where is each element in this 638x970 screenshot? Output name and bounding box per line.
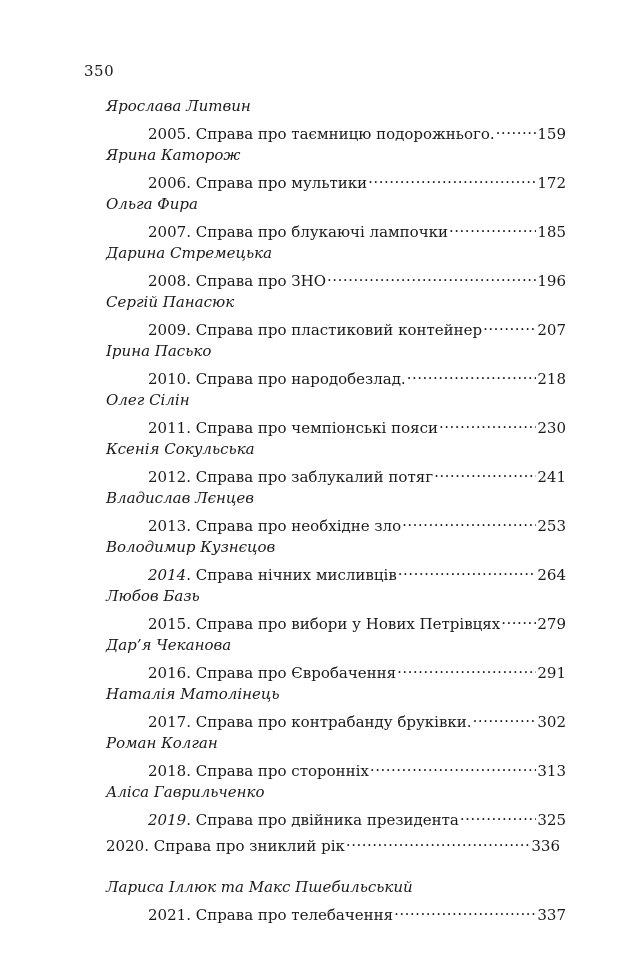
dot-leader bbox=[327, 266, 536, 286]
entry-author: Роман Колган bbox=[106, 734, 218, 752]
entry-year: 2009 bbox=[148, 321, 187, 339]
table-of-contents bbox=[0, 96, 638, 926]
toc-entry bbox=[0, 733, 638, 782]
entry-page-number: 218 bbox=[537, 370, 566, 388]
entry-page-number: 172 bbox=[537, 174, 566, 192]
entry-line bbox=[148, 658, 566, 683]
entry-line bbox=[148, 805, 566, 830]
entry-author: Владислав Лєнцев bbox=[106, 489, 254, 507]
entry-title: . Справа про телебачення bbox=[186, 906, 394, 924]
dot-leader bbox=[368, 168, 536, 188]
entry-title: . Справа про блукаючі лампочки bbox=[186, 223, 448, 241]
entry-line bbox=[148, 266, 566, 291]
entry-line bbox=[148, 217, 566, 242]
dot-leader bbox=[370, 756, 536, 776]
entry-author: Ярослава Литвин bbox=[106, 97, 251, 115]
entry-page-number: 291 bbox=[537, 664, 566, 682]
entry-author: Володимир Кузнєцов bbox=[106, 538, 276, 556]
toc-entry bbox=[0, 439, 638, 488]
toc-entry bbox=[0, 341, 638, 390]
entry-line bbox=[148, 315, 566, 340]
entry-title: . Справа про народобезлад. bbox=[186, 370, 406, 388]
entry-year: 2006 bbox=[148, 174, 187, 192]
dot-leader bbox=[449, 217, 536, 237]
entry-author: Дар’я Чеканова bbox=[106, 636, 232, 654]
entry-author: Наталія Матолінець bbox=[106, 685, 280, 703]
dot-leader bbox=[398, 560, 537, 580]
entry-author: Ірина Пасько bbox=[106, 342, 212, 360]
entry-title: . Справа нічних мисливців bbox=[186, 566, 397, 584]
entry-page-number: 253 bbox=[537, 517, 566, 535]
dot-leader bbox=[434, 462, 536, 482]
entry-title: . Справа про мультики bbox=[186, 174, 368, 192]
entry-page-number: 279 bbox=[537, 615, 566, 633]
entry-author: Любов Базь bbox=[106, 587, 200, 605]
dot-leader bbox=[346, 831, 530, 851]
entry-year: 2010 bbox=[148, 370, 187, 388]
entry-line bbox=[148, 511, 566, 536]
entry-year: 2020 bbox=[106, 837, 145, 855]
entry-author: Ярина Каторож bbox=[106, 146, 241, 164]
entry-page-number: 313 bbox=[537, 762, 566, 780]
entry-page-number: 196 bbox=[537, 272, 566, 290]
entry-title: . Справа про ЗНО bbox=[186, 272, 327, 290]
dot-leader bbox=[397, 658, 536, 678]
entry-year: 2008 bbox=[148, 272, 187, 290]
toc-entry bbox=[0, 488, 638, 537]
entry-title: . Справа про зниклий рік bbox=[144, 837, 345, 855]
entry-author: Олег Сілін bbox=[106, 391, 190, 409]
page-number: 350 bbox=[84, 62, 115, 80]
entry-page-number: 325 bbox=[537, 811, 566, 829]
entry-line bbox=[148, 560, 566, 585]
dot-leader bbox=[496, 119, 537, 139]
entry-title: . Справа про сторонніх bbox=[186, 762, 369, 780]
toc-entry bbox=[0, 586, 638, 635]
entry-page-number: 264 bbox=[537, 566, 566, 584]
entry-author: Ольга Фира bbox=[106, 195, 198, 213]
entry-year: 2012 bbox=[148, 468, 187, 486]
entry-line bbox=[148, 168, 566, 193]
entry-year: 2015 bbox=[148, 615, 187, 633]
entry-line bbox=[148, 462, 566, 487]
entry-line bbox=[148, 756, 566, 781]
entry-page-number: 336 bbox=[531, 837, 560, 855]
entry-year: 2018 bbox=[148, 762, 187, 780]
toc-entry bbox=[0, 194, 638, 243]
entry-year: 2011 bbox=[148, 419, 187, 437]
dot-leader bbox=[407, 364, 537, 384]
entry-title: . Справа про двійника президента bbox=[186, 811, 459, 829]
toc-entry bbox=[0, 831, 638, 877]
entry-year: 2019 bbox=[148, 811, 187, 829]
entry-year: 2014 bbox=[148, 566, 187, 584]
entry-line bbox=[148, 609, 566, 634]
entry-page-number: 230 bbox=[537, 419, 566, 437]
dot-leader bbox=[402, 511, 536, 531]
toc-entry bbox=[0, 877, 638, 926]
toc-entry bbox=[0, 292, 638, 341]
dot-leader bbox=[460, 805, 536, 825]
entry-author: Аліса Гаврильченко bbox=[106, 783, 265, 801]
toc-entry bbox=[0, 145, 638, 194]
entry-line bbox=[148, 119, 566, 144]
entry-title: . Справа про пластиковий контейнер bbox=[186, 321, 483, 339]
entry-year: 2005 bbox=[148, 125, 187, 143]
entry-line bbox=[148, 900, 566, 925]
entry-page-number: 159 bbox=[537, 125, 566, 143]
toc-entry bbox=[0, 243, 638, 292]
entry-year: 2013 bbox=[148, 517, 187, 535]
entry-year: 2007 bbox=[148, 223, 187, 241]
entry-line bbox=[148, 707, 566, 732]
entry-title: . Справа про Євробачення bbox=[186, 664, 397, 682]
entry-year: 2016 bbox=[148, 664, 187, 682]
entry-page-number: 241 bbox=[537, 468, 566, 486]
entry-title: . Справа про необхідне зло bbox=[186, 517, 402, 535]
entry-page-number: 337 bbox=[537, 906, 566, 924]
entry-title: . Справа про чемпіонські пояси bbox=[186, 419, 438, 437]
entry-title: . Справа про заблукалий потяг bbox=[186, 468, 434, 486]
entry-title: . Справа про таємницю подорожнього. bbox=[186, 125, 495, 143]
entry-page-number: 185 bbox=[537, 223, 566, 241]
entry-author: Сергій Панасюк bbox=[106, 293, 235, 311]
dot-leader bbox=[394, 900, 536, 920]
entry-title: . Справа про вибори у Нових Петрівцях bbox=[186, 615, 501, 633]
entry-year: 2021 bbox=[148, 906, 187, 924]
toc-entry bbox=[0, 684, 638, 733]
toc-entry bbox=[0, 782, 638, 831]
entry-title: . Справа про контрабанду бруківки. bbox=[186, 713, 472, 731]
toc-entry bbox=[0, 635, 638, 684]
entry-author: Ксенія Сокульська bbox=[106, 440, 255, 458]
entry-page-number: 207 bbox=[537, 321, 566, 339]
entry-page-number: 302 bbox=[537, 713, 566, 731]
entry-line bbox=[148, 413, 566, 438]
entry-line bbox=[148, 364, 566, 389]
toc-entry bbox=[0, 390, 638, 439]
entry-author: Лариса Іллюк та Макс Пшебильський bbox=[106, 878, 413, 896]
toc-entry bbox=[0, 537, 638, 586]
entry-line bbox=[106, 831, 560, 856]
entry-year: 2017 bbox=[148, 713, 187, 731]
dot-leader bbox=[439, 413, 536, 433]
dot-leader bbox=[473, 707, 537, 727]
toc-entry bbox=[0, 96, 638, 145]
entry-author: Дарина Стремецька bbox=[106, 244, 273, 262]
dot-leader bbox=[501, 609, 536, 629]
dot-leader bbox=[483, 315, 536, 335]
